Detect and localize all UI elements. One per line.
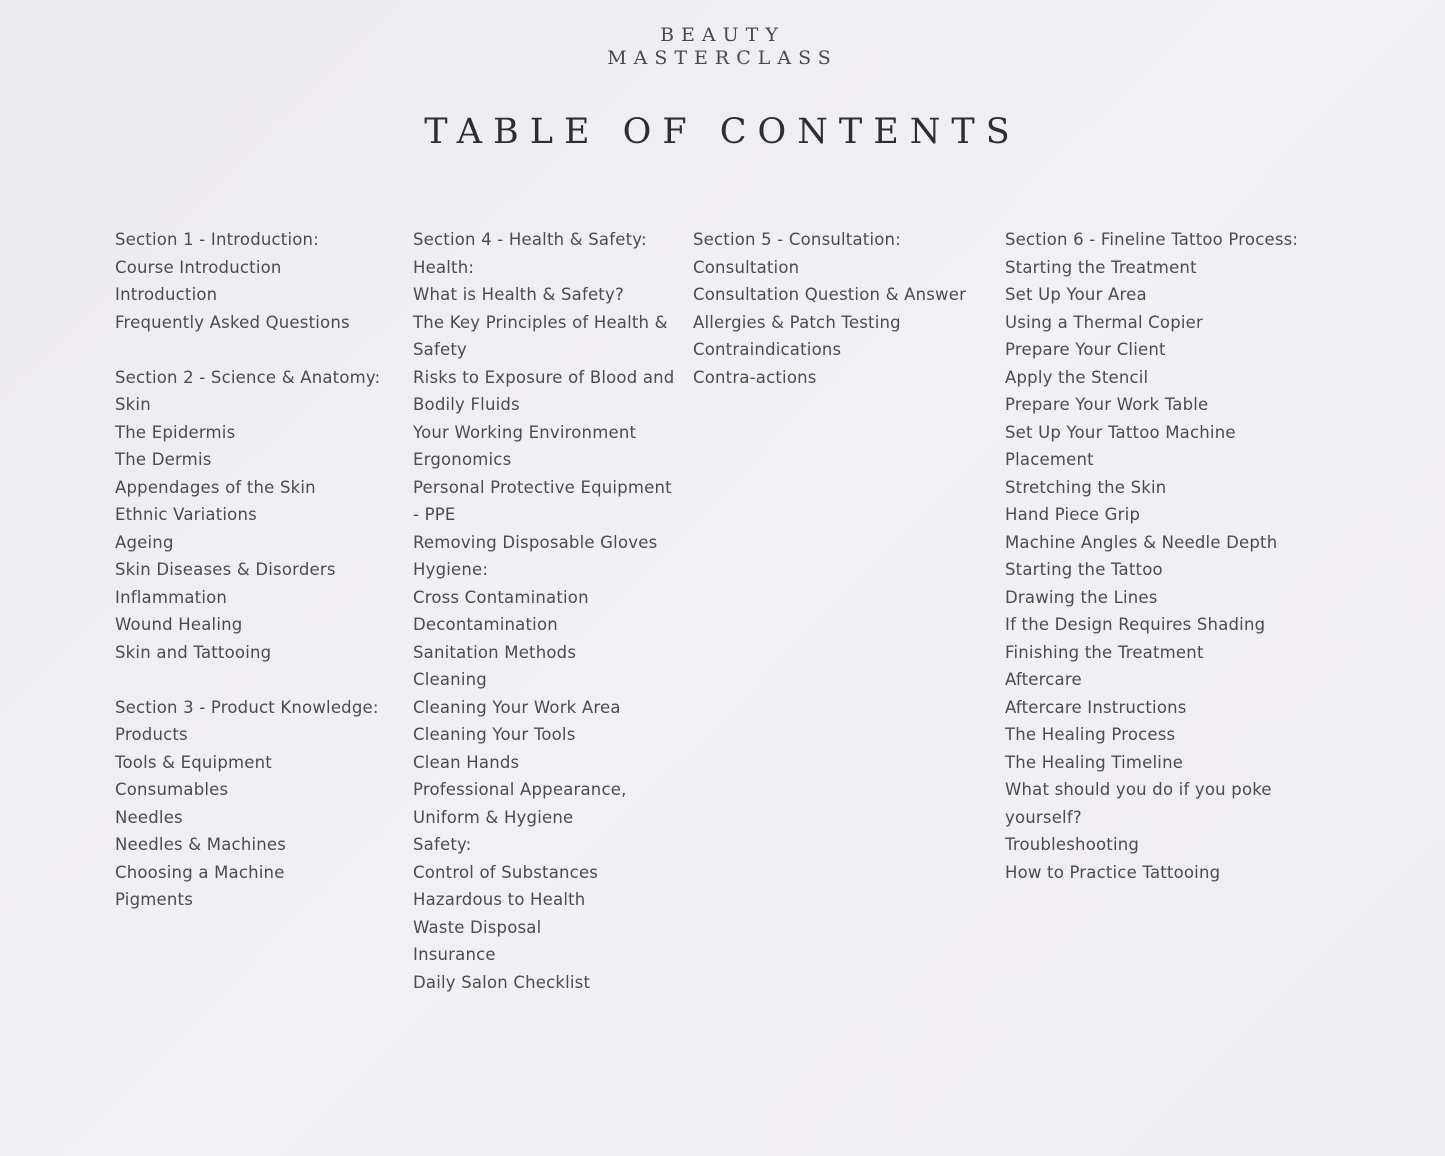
section-heading: Section 4 - Health & Safety:	[413, 230, 647, 249]
toc-entry: Pigments	[115, 890, 193, 909]
toc-column-1	[115, 226, 380, 914]
toc-entry: Set Up Your Tattoo Machine	[1005, 422, 1236, 442]
toc-column-3	[693, 226, 966, 391]
toc-entry: Ageing	[115, 532, 174, 552]
toc-entry: Introduction	[115, 285, 218, 304]
toc-column-2	[413, 226, 674, 996]
toc-entry: Hand Piece Grip	[1005, 505, 1141, 524]
toc-entry: Insurance	[413, 945, 496, 964]
toc-entry: Safety:	[413, 835, 472, 854]
toc-entry: Health:	[413, 257, 475, 277]
page-title: TABLE OF CONTENTS	[424, 112, 1021, 152]
toc-entry: Needles & Machines	[115, 835, 287, 854]
toc-entry: Cleaning	[413, 670, 487, 689]
toc-entry: Troubleshooting	[1005, 835, 1140, 854]
toc-entry: Inflammation	[115, 587, 228, 607]
toc-entry: Drawing the Lines	[1005, 587, 1158, 607]
toc-entry: yourself?	[1005, 807, 1082, 827]
toc-entry: The Key Principles of Health &	[413, 312, 668, 332]
toc-entry: The Healing Timeline	[1005, 752, 1184, 772]
toc-entry: Professional Appearance,	[413, 780, 627, 799]
toc-entry: Waste Disposal	[413, 917, 542, 937]
toc-entry: Starting the Tattoo	[1005, 560, 1163, 579]
toc-entry: Consultation	[693, 257, 800, 277]
toc-entry: Personal Protective Equipment	[413, 477, 672, 497]
toc-entry: Products	[115, 725, 188, 744]
toc-entry: Set Up Your Area	[1005, 285, 1147, 304]
toc-entry: Consultation Question & Answer	[693, 285, 967, 304]
toc-entry: Skin and Tattooing	[115, 642, 272, 662]
section-heading: Section 1 - Introduction:	[115, 230, 319, 249]
toc-entry: What should you do if you poke	[1005, 780, 1272, 799]
toc-entry: Uniform & Hygiene	[413, 807, 574, 827]
toc-entry: Using a Thermal Copier	[1005, 312, 1203, 332]
toc-entry: The Healing Process	[1005, 725, 1176, 744]
toc-entry: Aftercare Instructions	[1005, 697, 1187, 717]
toc-entry: Cross Contamination	[413, 587, 589, 607]
toc-entry: If the Design Requires Shading	[1005, 615, 1266, 634]
toc-entry: Placement	[1005, 450, 1094, 469]
toc-entry: Apply the Stencil	[1005, 367, 1149, 387]
toc-entry: Starting the Treatment	[1005, 257, 1197, 277]
toc-entry: Ethnic Variations	[115, 505, 257, 524]
toc-entry: Wound Healing	[115, 615, 243, 634]
section-spacer	[115, 336, 380, 364]
toc-entry: Control of Substances	[413, 862, 599, 882]
toc-entry: Contraindications	[693, 340, 842, 359]
toc-entry: Hygiene:	[413, 560, 489, 579]
toc-entry: Skin Diseases & Disorders	[115, 560, 336, 579]
toc-entry: Prepare Your Client	[1005, 340, 1166, 359]
toc-entry: Allergies & Patch Testing	[693, 312, 901, 332]
toc-entry: Stretching the Skin	[1005, 477, 1167, 497]
toc-entry: Appendages of the Skin	[115, 477, 316, 497]
toc-entry: Frequently Asked Questions	[115, 312, 350, 332]
toc-entry: Aftercare	[1005, 670, 1082, 689]
section-heading: Section 2 - Science & Anatomy:	[115, 367, 381, 387]
toc-entry: Finishing the Treatment	[1005, 642, 1204, 662]
brand-line-beauty: BEAUTY	[660, 24, 785, 46]
toc-entry: Cleaning Your Work Area	[413, 697, 621, 717]
toc-entry: Safety	[413, 340, 467, 359]
toc-entry: Removing Disposable Gloves	[413, 532, 658, 552]
toc-entry: Cleaning Your Tools	[413, 725, 576, 744]
toc-entry: Needles	[115, 807, 183, 827]
toc-entry: How to Practice Tattooing	[1005, 862, 1221, 882]
section-heading: Section 5 - Consultation:	[693, 230, 901, 249]
toc-entry: What is Health & Safety?	[413, 285, 624, 304]
toc-entry: Ergonomics	[413, 450, 512, 469]
toc-entry: The Dermis	[115, 450, 212, 469]
toc-entry: Tools & Equipment	[115, 752, 272, 772]
toc-entry: Skin	[115, 395, 151, 414]
toc-entry: - PPE	[413, 505, 456, 524]
section-heading: Section 6 - Fineline Tattoo Process:	[1005, 230, 1299, 249]
section-heading: Section 3 - Product Knowledge:	[115, 697, 379, 717]
toc-column-4	[1005, 226, 1298, 886]
section-spacer	[115, 666, 380, 694]
brand-logo	[0, 24, 1445, 70]
toc-entry: Contra-actions	[693, 367, 817, 387]
toc-entry: Choosing a Machine	[115, 862, 285, 882]
toc-entry: Hazardous to Health	[413, 890, 586, 909]
toc-entry: Risks to Exposure of Blood and	[413, 367, 675, 387]
toc-entry: Consumables	[115, 780, 229, 799]
toc-entry: Machine Angles & Needle Depth	[1005, 532, 1278, 552]
brand-line-masterclass: MASTERCLASS	[607, 47, 838, 69]
toc-entry: Decontamination	[413, 615, 558, 634]
toc-entry: Prepare Your Work Table	[1005, 395, 1209, 414]
toc-entry: Daily Salon Checklist	[413, 972, 591, 992]
toc-entry: Your Working Environment	[413, 422, 637, 442]
toc-entry: Clean Hands	[413, 752, 520, 772]
toc-entry: The Epidermis	[115, 422, 236, 442]
toc-entry: Sanitation Methods	[413, 642, 577, 662]
toc-entry: Bodily Fluids	[413, 395, 520, 414]
toc-entry: Course Introduction	[115, 257, 282, 277]
